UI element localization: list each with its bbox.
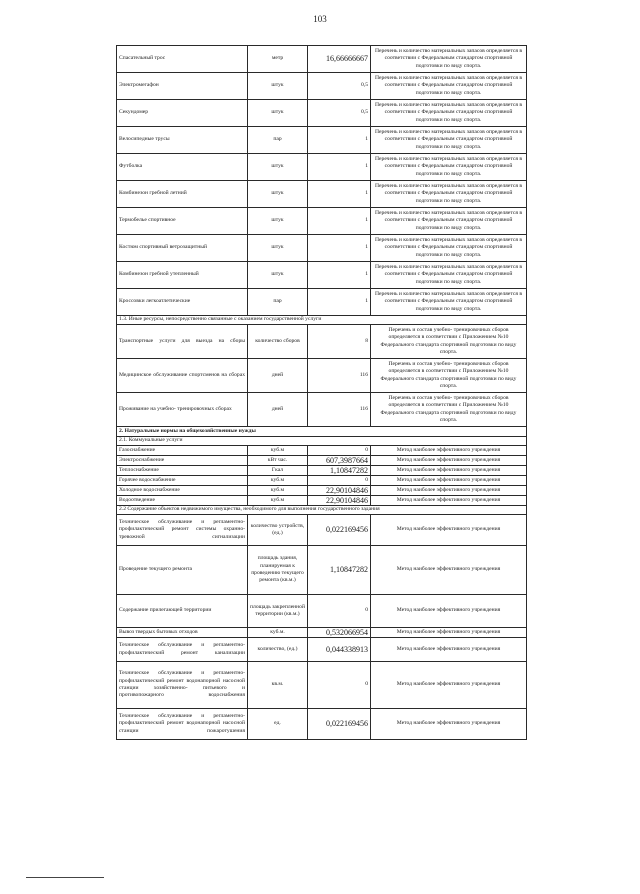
- item-unit: площадь здания, планируемая к проведению текущего ремонта (кв.м.): [248, 546, 308, 595]
- table-row: [117, 127, 527, 154]
- table-row: [117, 181, 527, 208]
- item-amount: 1: [308, 154, 371, 181]
- item-note: Метод наиболее эффективного учреждения: [371, 496, 527, 506]
- item-name: Вывоз твердых бытовых отходов: [117, 628, 248, 638]
- item-unit: метр: [248, 46, 308, 73]
- item-amount: 0: [308, 595, 371, 628]
- item-unit: кВт час.: [248, 456, 308, 466]
- item-unit: пар: [248, 127, 308, 154]
- item-name: Техническое обслуживание и регламентно- профилактический ремонт водонапорной насосной станции хозяйственно- питьевого и противопожарного водоснабжения: [117, 662, 248, 709]
- table-row: [117, 476, 527, 486]
- resources-table: [116, 45, 527, 740]
- item-note: Метод наиболее эффективного учреждения: [371, 446, 527, 456]
- table-row: [117, 289, 527, 316]
- item-unit: штук: [248, 100, 308, 127]
- item-name: Комбинезон гребной летний: [117, 181, 248, 208]
- item-amount: 1: [308, 181, 371, 208]
- table-row: [117, 208, 527, 235]
- table-row: [117, 73, 527, 100]
- item-unit: штук: [248, 181, 308, 208]
- item-unit: куб.м: [248, 446, 308, 456]
- item-unit: ед.: [248, 709, 308, 740]
- item-note: Метод наиболее эффективного учреждения: [371, 456, 527, 466]
- item-name: Термобелье спортивное: [117, 208, 248, 235]
- item-amount: 607,3987664: [308, 456, 371, 466]
- table-row: [117, 100, 527, 127]
- table-row: [117, 235, 527, 262]
- item-name: Транспортные услуги для выезда на сборы: [117, 325, 248, 359]
- item-name: Горячее водоснабжение: [117, 476, 248, 486]
- item-note: Метод наиболее эффективного учреждения: [371, 662, 527, 709]
- table-row: [117, 486, 527, 496]
- table-row: [117, 325, 527, 359]
- item-name: Комбинезон гребной утепленный: [117, 262, 248, 289]
- item-amount: 1: [308, 262, 371, 289]
- item-note: Перечень и состав учебно- тренировочных сборов определяется в соответствии с Приложением №10 Федерального стандарта спортивной подготовки по виду спорта.: [371, 359, 527, 393]
- item-unit: штук: [248, 235, 308, 262]
- item-note: Перечень и количество материальных запасов определяется в соответствии с Федеральным стандартом спортивной подготовки по виду спорта.: [371, 100, 527, 127]
- item-amount: 22,90104846: [308, 496, 371, 506]
- item-note: Метод наиболее эффективного учреждения: [371, 638, 527, 662]
- item-unit: количество устройств, (ед.): [248, 515, 308, 546]
- item-unit: штук: [248, 73, 308, 100]
- item-amount: 0,5: [308, 100, 371, 127]
- item-unit: штук: [248, 262, 308, 289]
- item-name: Содержание прилегающей территории: [117, 595, 248, 628]
- item-amount: 0,5: [308, 73, 371, 100]
- item-unit: штук: [248, 208, 308, 235]
- item-note: Перечень и количество материальных запасов определяется в соответствии с Федеральным стандартом спортивной подготовки по виду спорта.: [371, 289, 527, 316]
- table-row: [117, 496, 527, 506]
- item-name: Водоотведение: [117, 496, 248, 506]
- table-row: [117, 595, 527, 628]
- item-name: Электромегафон: [117, 73, 248, 100]
- item-amount: 1: [308, 208, 371, 235]
- item-unit: дней: [248, 393, 308, 427]
- item-amount: 0,022169456: [308, 709, 371, 740]
- section-title: 2.1. Коммунальные услуги: [117, 437, 527, 446]
- section-title: 2. Натуральные нормы на общехозяйственные нужды: [117, 427, 527, 437]
- table-row: [117, 446, 527, 456]
- item-name: Медицинское обслуживание спортсменов на сборах: [117, 359, 248, 393]
- item-amount: 116: [308, 393, 371, 427]
- item-note: Перечень и количество материальных запасов определяется в соответствии с Федеральным стандартом спортивной подготовки по виду спорта.: [371, 208, 527, 235]
- item-name: Техническое обслуживание и регламентно- профилактический ремонт канализации: [117, 638, 248, 662]
- item-note: Перечень и количество материальных запасов определяется в соответствии с Федеральным стандартом спортивной подготовки по виду спорта.: [371, 46, 527, 73]
- table-row: [117, 393, 527, 427]
- table-row: [117, 359, 527, 393]
- item-name: Проведение текущего ремонта: [117, 546, 248, 595]
- item-name: Техническое обслуживание и регламентно- профилактический ремонт системы охранно- тревожной сигнализации: [117, 515, 248, 546]
- item-unit: количество сборов: [248, 325, 308, 359]
- item-name: Костюм спортивный ветрозащитный: [117, 235, 248, 262]
- item-note: Перечень и количество материальных запасов определяется в соответствии с Федеральным стандартом спортивной подготовки по виду спорта.: [371, 262, 527, 289]
- item-note: Перечень и количество материальных запасов определяется в соответствии с Федеральным стандартом спортивной подготовки по виду спорта.: [371, 127, 527, 154]
- item-note: Перечень и состав учебно- тренировочных сборов определяется в соответствии с Приложением №10 Федерального стандарта спортивной подготовки по виду спорта.: [371, 325, 527, 359]
- item-name: Кроссовки легкоатлетические: [117, 289, 248, 316]
- table-row: [117, 456, 527, 466]
- section-header-row: [117, 437, 527, 446]
- section-header-row: [117, 506, 527, 515]
- item-name: Проживание на учебно- тренировочных сборах: [117, 393, 248, 427]
- item-name: Велосипедные трусы: [117, 127, 248, 154]
- item-note: Метод наиболее эффективного учреждения: [371, 709, 527, 740]
- section-title: 2.2 Содержание объектов недвижимого имущества, необходимого для выполнения государственного задания: [117, 506, 527, 515]
- item-name: Газоснабжение: [117, 446, 248, 456]
- item-amount: 0: [308, 476, 371, 486]
- item-unit: дней: [248, 359, 308, 393]
- table-row: [117, 466, 527, 476]
- item-amount: 0,044338913: [308, 638, 371, 662]
- item-unit: куб.м.: [248, 628, 308, 638]
- item-amount: 0: [308, 446, 371, 456]
- section-header-row: [117, 427, 527, 437]
- item-name: Холодное водоснабжение: [117, 486, 248, 496]
- item-note: Метод наиболее эффективного учреждения: [371, 546, 527, 595]
- item-amount: 22,90104846: [308, 486, 371, 496]
- item-unit: куб.м: [248, 496, 308, 506]
- item-note: Метод наиболее эффективного учреждения: [371, 476, 527, 486]
- item-note: Метод наиболее эффективного учреждения: [371, 628, 527, 638]
- item-note: Перечень и количество материальных запасов определяется в соответствии с Федеральным стандартом спортивной подготовки по виду спорта.: [371, 154, 527, 181]
- item-amount: 1,10847282: [308, 466, 371, 476]
- item-unit: куб.м: [248, 476, 308, 486]
- table-row: [117, 709, 527, 740]
- item-name: Теплоснабжение: [117, 466, 248, 476]
- item-unit: штук: [248, 154, 308, 181]
- table-row: [117, 262, 527, 289]
- item-name: Электроснабжение: [117, 456, 248, 466]
- item-unit: Гкал: [248, 466, 308, 476]
- page-number: 103: [313, 14, 327, 24]
- item-amount: 1,10847282: [308, 546, 371, 595]
- table-row: [117, 546, 527, 595]
- item-unit: кв.м.: [248, 662, 308, 709]
- item-note: Перечень и состав учебно- тренировочных сборов определяется в соответствии с Приложением №10 Федерального стандарта спортивной подготовки по виду спорта.: [371, 393, 527, 427]
- item-note: Метод наиболее эффективного учреждения: [371, 515, 527, 546]
- table-row: [117, 628, 527, 638]
- item-amount: 8: [308, 325, 371, 359]
- item-unit: пар: [248, 289, 308, 316]
- item-amount: 1: [308, 235, 371, 262]
- item-amount: 16,66666667: [308, 46, 371, 73]
- table-row: [117, 662, 527, 709]
- item-amount: 1: [308, 289, 371, 316]
- table-row: [117, 46, 527, 73]
- item-note: Метод наиболее эффективного учреждения: [371, 486, 527, 496]
- item-amount: 116: [308, 359, 371, 393]
- item-name: Футболка: [117, 154, 248, 181]
- item-unit: площадь закрепленной территории (кв.м.): [248, 595, 308, 628]
- table-row: [117, 515, 527, 546]
- section-header-row: [117, 316, 527, 325]
- item-amount: 0,022169456: [308, 515, 371, 546]
- table-row: [117, 154, 527, 181]
- item-note: Метод наиболее эффективного учреждения: [371, 466, 527, 476]
- item-name: Спасательный трос: [117, 46, 248, 73]
- item-unit: количество, (ед.): [248, 638, 308, 662]
- section-title: 1.3. Иные ресурсы, непосредственно связанные с оказанием государственной услуги: [117, 316, 527, 325]
- item-name: Секундомер: [117, 100, 248, 127]
- item-unit: куб.м: [248, 486, 308, 496]
- item-note: Перечень и количество материальных запасов определяется в соответствии с Федеральным стандартом спортивной подготовки по виду спорта.: [371, 235, 527, 262]
- item-note: Метод наиболее эффективного учреждения: [371, 595, 527, 628]
- scan-edge-mark: [26, 877, 104, 878]
- item-amount: 0: [308, 662, 371, 709]
- item-amount: 1: [308, 127, 371, 154]
- table-row: [117, 638, 527, 662]
- item-name: Техническое обслуживание и регламентно- профилактический ремонт водонапорной насосной станции пожаротушения: [117, 709, 248, 740]
- item-amount: 0,532066954: [308, 628, 371, 638]
- item-note: Перечень и количество материальных запасов определяется в соответствии с Федеральным стандартом спортивной подготовки по виду спорта.: [371, 181, 527, 208]
- item-note: Перечень и количество материальных запасов определяется в соответствии с Федеральным стандартом спортивной подготовки по виду спорта.: [371, 73, 527, 100]
